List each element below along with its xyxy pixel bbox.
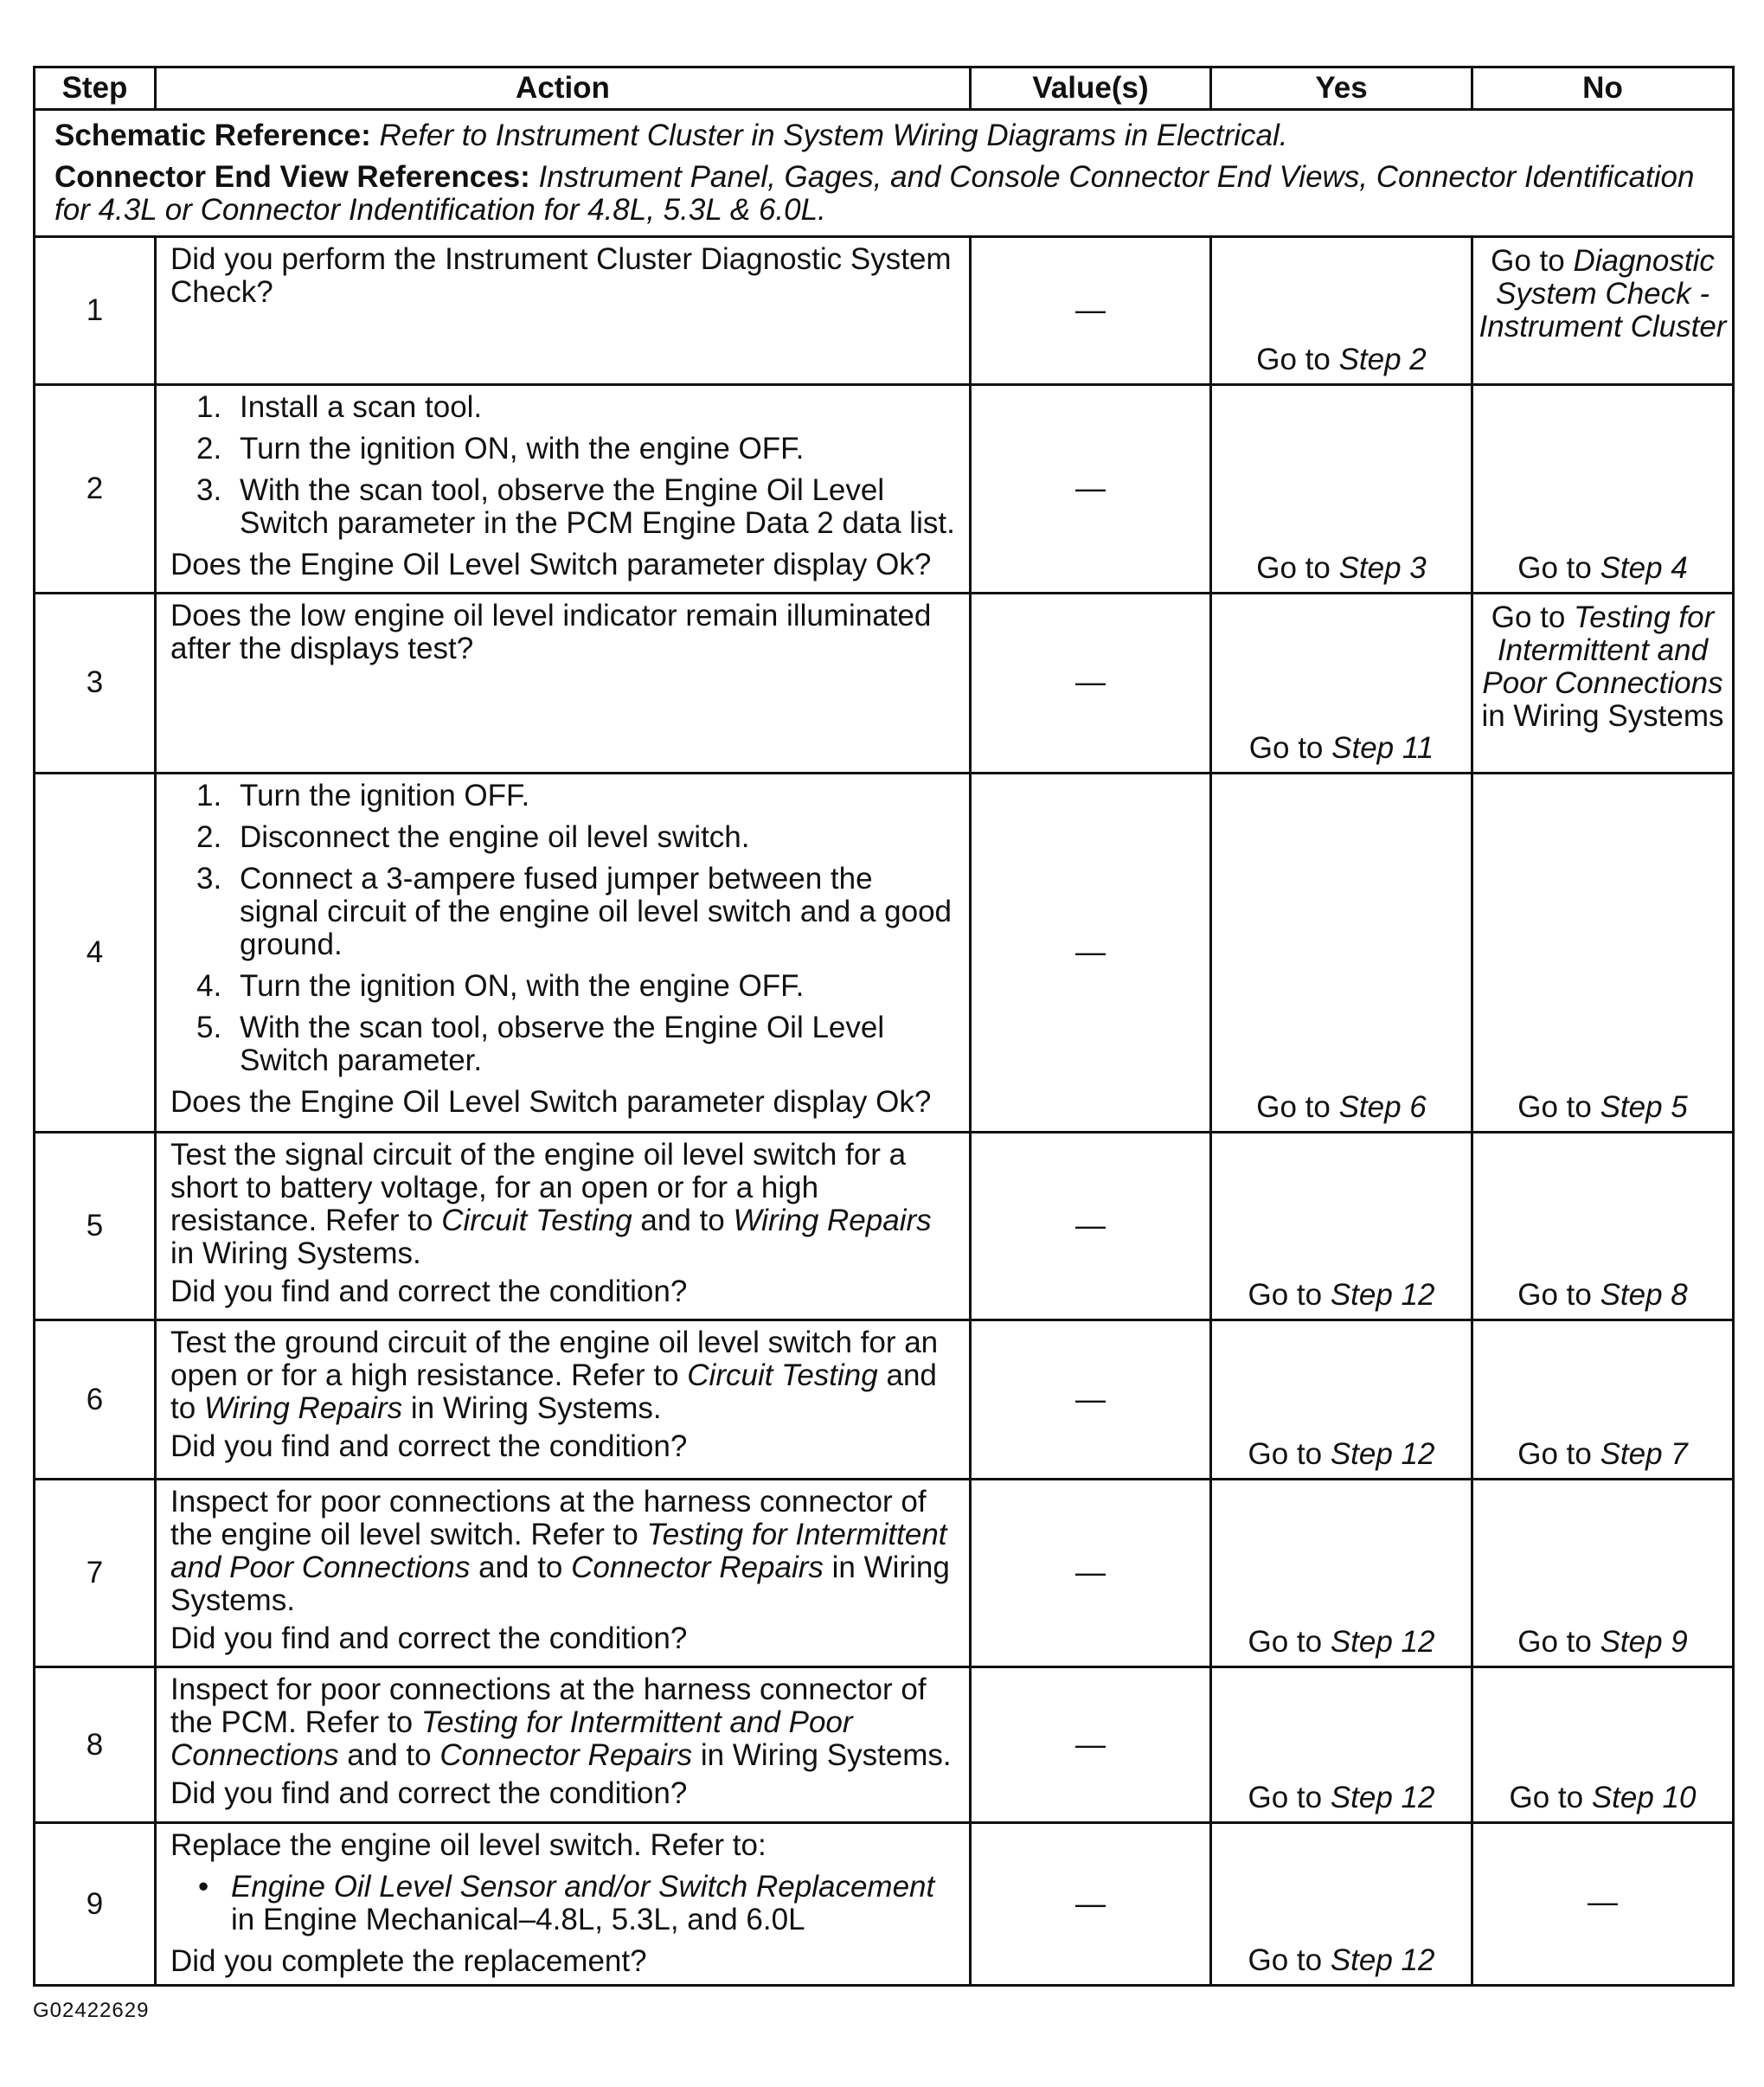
yes-link: Step 12	[1330, 1277, 1435, 1312]
action-reference: Wiring Repairs	[733, 1204, 932, 1238]
yes-cell	[1211, 1133, 1472, 1320]
action-step-item	[170, 474, 957, 540]
action-text-part: and to	[170, 1358, 937, 1425]
action-text-part: and to	[632, 1204, 734, 1238]
step-number: 3	[35, 593, 156, 774]
yes-link: Step 12	[1330, 1781, 1435, 1815]
step-number: 7	[35, 1480, 156, 1667]
action-reference: Wiring Repairs	[203, 1390, 403, 1425]
action-question: Does the Engine Oil Level Switch parameter display Ok?	[170, 547, 932, 581]
yes-prefix: Go to	[1256, 1090, 1339, 1125]
action-text-part: Inspect for poor connections at the harness connector of the PCM. Refer to	[170, 1672, 927, 1739]
action-step-item	[170, 863, 957, 961]
step-number: 1	[35, 237, 156, 384]
yes-link: Step 12	[1330, 1437, 1435, 1472]
action-step-number: 2.	[196, 431, 222, 466]
yes-prefix: Go to	[1248, 1437, 1331, 1472]
action-reference: Testing for Intermittent and Poor Connections	[170, 1705, 853, 1772]
no-cell: —	[1472, 1823, 1734, 1986]
table-row-step-6	[35, 1320, 1734, 1480]
value-cell: —	[971, 1823, 1211, 1986]
schematic-reference-label: Schematic Reference:	[55, 119, 371, 152]
no-cell	[1472, 774, 1734, 1133]
action-bullet-item	[170, 1871, 957, 1936]
no-prefix: Go to	[1491, 600, 1575, 634]
no-link: Step 7	[1600, 1437, 1688, 1472]
yes-prefix: Go to	[1248, 1943, 1331, 1977]
no-link: Step 10	[1591, 1781, 1697, 1815]
no-link: Step 8	[1600, 1277, 1688, 1312]
connector-reference-text: Instrument Panel, Gages, and Console Connector End Views, Connector Identification for 4.3L or Connector Indentification for 4.8L, 5.3L & 6.0L.	[55, 160, 1695, 227]
action-step-number: 1.	[196, 389, 222, 424]
header-no: No	[1472, 67, 1734, 110]
no-cell	[1472, 1133, 1734, 1320]
action-cell	[156, 237, 971, 384]
action-text-part: Inspect for poor connections at the harness connector of the engine oil level switch. Refer to	[170, 1485, 927, 1552]
yes-link: Step 3	[1338, 550, 1427, 585]
action-cell	[156, 774, 971, 1133]
action-cell	[156, 1133, 971, 1320]
action-text-part: Test the signal circuit of the engine oil level switch for a short to battery voltage, for an open or for a high resistance. Refer to	[170, 1138, 907, 1238]
action-text	[170, 1139, 957, 1270]
action-reference: Circuit Testing	[687, 1358, 878, 1392]
action-step-text: Turn the ignition ON, with the engine OFF.	[240, 969, 805, 1004]
yes-prefix: Go to	[1248, 1781, 1331, 1815]
yes-link: Step 11	[1331, 731, 1434, 766]
action-text: Did you perform the Instrument Cluster Diagnostic System Check?	[170, 242, 952, 310]
action-intro: Replace the engine oil level switch. Refer to:	[170, 1828, 767, 1863]
value-cell: —	[971, 1133, 1211, 1320]
yes-cell	[1211, 1666, 1472, 1822]
yes-cell	[1211, 1823, 1472, 1986]
header-action: Action	[156, 67, 971, 110]
yes-cell	[1211, 593, 1472, 774]
action-step-number: 4.	[196, 969, 222, 1004]
action-step-item	[170, 821, 957, 854]
no-link: Diagnostic System Check - Instrument Cluster	[1479, 244, 1727, 344]
action-text: Does the low engine oil level indicator remain illuminated after the displays test?	[170, 598, 932, 665]
yes-cell	[1211, 1480, 1472, 1667]
action-step-text: Turn the ignition OFF.	[240, 779, 530, 813]
reference-cell	[35, 110, 1734, 237]
action-bullets	[170, 1871, 957, 1936]
table-row-step-8	[35, 1666, 1734, 1822]
action-question: Did you find and correct the condition?	[170, 1275, 688, 1309]
value-cell: —	[971, 774, 1211, 1133]
step-number: 5	[35, 1133, 156, 1320]
action-question: Did you find and correct the condition?	[170, 1429, 688, 1463]
no-cell	[1472, 1480, 1734, 1667]
step-number: 2	[35, 384, 156, 593]
action-question: Did you find and correct the condition?	[170, 1776, 688, 1810]
no-link: Step 5	[1600, 1090, 1688, 1125]
action-step-item	[170, 780, 957, 812]
action-step-text: Turn the ignition ON, with the engine OFF.	[240, 431, 805, 466]
action-step-item	[170, 970, 957, 1003]
bullet-dot: •	[198, 1870, 209, 1904]
action-text-part: and to	[338, 1737, 440, 1772]
value-cell: —	[971, 1480, 1211, 1667]
action-step-text: Install a scan tool.	[240, 389, 483, 424]
action-step-number: 3.	[196, 862, 222, 896]
connector-reference-label: Connector End View References:	[55, 160, 530, 194]
action-step-number: 3.	[196, 472, 222, 507]
action-steps	[170, 391, 957, 540]
action-step-number: 2.	[196, 820, 222, 855]
no-link: Testing for Intermittent and Poor Connections	[1482, 600, 1723, 700]
no-cell	[1472, 384, 1734, 593]
action-cell	[156, 1320, 971, 1480]
table-row-step-4	[35, 774, 1734, 1133]
yes-prefix: Go to	[1256, 342, 1339, 376]
table-row-step-1	[35, 237, 1734, 384]
no-link: Step 9	[1600, 1624, 1688, 1659]
action-question: Did you find and correct the condition?	[170, 1621, 688, 1656]
action-text	[170, 1486, 957, 1617]
connector-reference	[55, 161, 1715, 227]
action-step-item	[170, 391, 957, 424]
figure-id: G02422629	[33, 1999, 150, 2022]
yes-cell	[1211, 237, 1472, 384]
no-cell	[1472, 237, 1734, 384]
action-reference: Connector Repairs	[439, 1737, 693, 1772]
no-prefix: Go to	[1517, 1090, 1600, 1125]
action-text	[170, 1673, 957, 1772]
value-cell: —	[971, 1666, 1211, 1822]
action-step-item	[170, 433, 957, 466]
step-number: 8	[35, 1666, 156, 1822]
action-cell	[156, 593, 971, 774]
no-prefix: Go to	[1517, 1277, 1600, 1312]
value-cell: —	[971, 593, 1211, 774]
header-values: Value(s)	[971, 67, 1211, 110]
value-cell: —	[971, 384, 1211, 593]
no-prefix: Go to	[1491, 244, 1574, 279]
diagnostic-table	[33, 66, 1735, 1987]
action-step-item	[170, 1011, 957, 1077]
no-prefix: Go to	[1517, 550, 1600, 585]
yes-prefix: Go to	[1248, 1624, 1331, 1659]
table-row-step-7	[35, 1480, 1734, 1667]
action-reference: Testing for Intermittent and Poor Connections	[170, 1518, 947, 1585]
no-prefix: Go to	[1517, 1624, 1600, 1659]
step-number: 6	[35, 1320, 156, 1480]
action-text-part: in Wiring Systems.	[170, 1551, 950, 1618]
no-cell	[1472, 1320, 1734, 1480]
action-text-part: in Wiring Systems.	[170, 1236, 421, 1271]
header-step: Step	[35, 67, 156, 110]
table-row-step-5	[35, 1133, 1734, 1320]
action-text-part: in Engine Mechanical–4.8L, 5.3L, and 6.0L	[231, 1903, 805, 1937]
action-step-number: 5.	[196, 1011, 222, 1045]
no-cell	[1472, 1666, 1734, 1822]
table-row-step-2	[35, 384, 1734, 593]
yes-cell	[1211, 1320, 1472, 1480]
action-cell	[156, 1823, 971, 1986]
action-cell	[156, 1666, 971, 1822]
table-row-step-3	[35, 593, 1734, 774]
no-link: Step 4	[1600, 550, 1688, 585]
yes-link: Step 12	[1330, 1943, 1435, 1977]
no-prefix: Go to	[1517, 1437, 1600, 1472]
step-number: 9	[35, 1823, 156, 1986]
no-prefix: Go to	[1509, 1781, 1592, 1815]
action-step-text: With the scan tool, observe the Engine Oil Level Switch parameter.	[240, 1011, 885, 1078]
yes-prefix: Go to	[1256, 550, 1339, 585]
no-suffix: in Wiring Systems	[1481, 698, 1724, 733]
value-cell: —	[971, 237, 1211, 384]
action-reference: Circuit Testing	[441, 1204, 632, 1238]
no-cell	[1472, 593, 1734, 774]
header-row	[35, 67, 1734, 110]
action-step-text: Connect a 3-ampere fused jumper between the signal circuit of the engine oil level switch and a good ground.	[240, 862, 952, 962]
action-question: Does the Engine Oil Level Switch parameter display Ok?	[170, 1085, 932, 1120]
yes-link: Step 2	[1338, 342, 1427, 376]
action-cell	[156, 1480, 971, 1667]
table-row-step-9	[35, 1823, 1734, 1986]
yes-link: Step 6	[1338, 1090, 1427, 1125]
action-step-text: Disconnect the engine oil level switch.	[240, 820, 750, 855]
action-steps	[170, 780, 957, 1077]
schematic-reference	[55, 119, 1715, 152]
step-number: 4	[35, 774, 156, 1133]
yes-prefix: Go to	[1248, 731, 1332, 766]
schematic-reference-text: Refer to Instrument Cluster in System Wiring Diagrams in Electrical.	[379, 119, 1288, 152]
yes-cell	[1211, 384, 1472, 593]
reference-row	[35, 110, 1734, 237]
action-cell	[156, 384, 971, 593]
yes-prefix: Go to	[1248, 1277, 1331, 1312]
yes-link: Step 12	[1330, 1624, 1435, 1659]
yes-cell	[1211, 774, 1472, 1133]
action-step-text: With the scan tool, observe the Engine Oil Level Switch parameter in the PCM Engine Data 2 data list.	[240, 472, 955, 540]
action-text-part: and to	[470, 1551, 572, 1585]
action-text-part: in Wiring Systems.	[402, 1390, 662, 1425]
action-step-number: 1.	[196, 779, 222, 813]
action-reference: Connector Repairs	[571, 1551, 824, 1585]
action-text-part: in Wiring Systems.	[692, 1737, 952, 1772]
action-question: Did you complete the replacement?	[170, 1944, 647, 1979]
action-text	[170, 1326, 957, 1425]
action-text-part: Test the ground circuit of the engine oil level switch for an open or for a high resistance. Refer to	[170, 1325, 939, 1392]
header-yes: Yes	[1211, 67, 1472, 110]
action-reference: Engine Oil Level Sensor and/or Switch Replacement	[231, 1870, 935, 1904]
value-cell: —	[971, 1320, 1211, 1480]
